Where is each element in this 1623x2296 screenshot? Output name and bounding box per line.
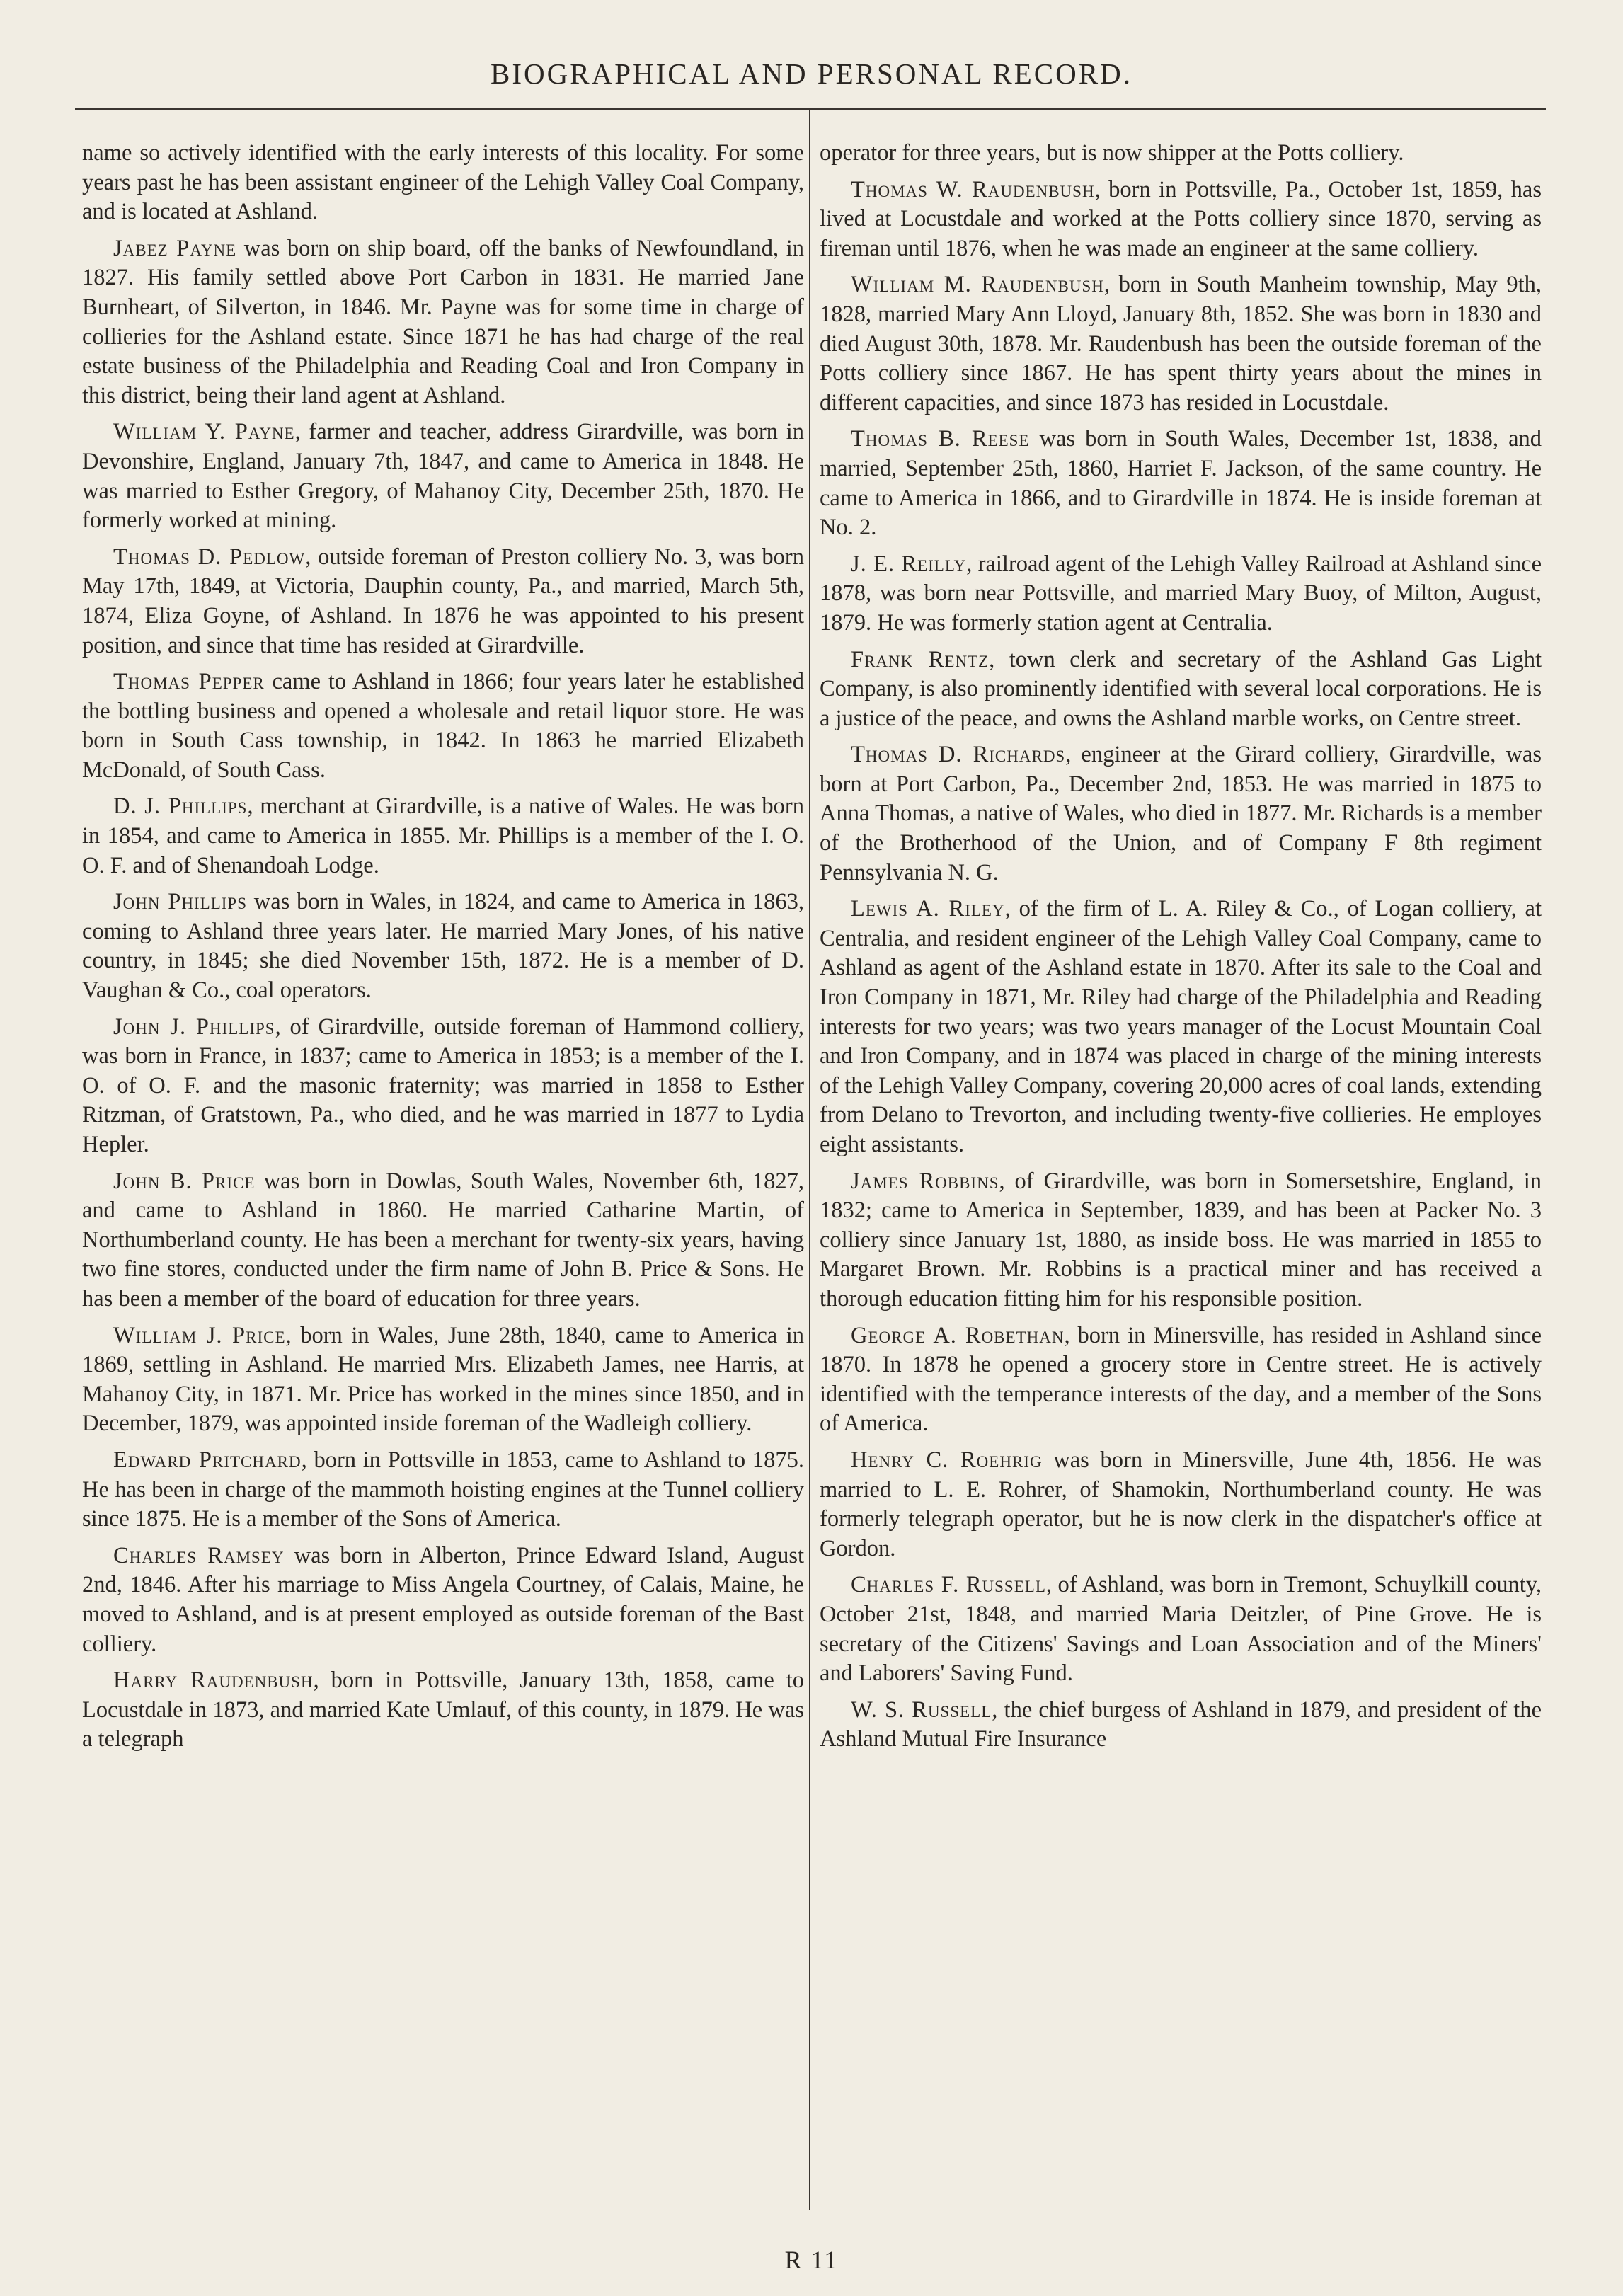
biography-entry xyxy=(820,139,1542,168)
person-name: Harry Raudenbush xyxy=(113,1668,314,1694)
biography-entry xyxy=(820,1571,1542,1688)
entry-text: name so actively identified with the early interests of this locality. For some years past he has been assistant engineer of the Lehigh Valley Coal Company, and is located at Ashland. xyxy=(82,140,804,225)
entry-text: , railroad agent of the Lehigh Valley Railroad at Ashland since 1878, was born near Pottsville, and married Mary Buoy, of Milton, August, 1879. He was formerly station agent at Centralia. xyxy=(820,551,1542,636)
entry-text: , born in Pottsville, Pa., October 1st, 1859, has lived at Locustdale and worked at the Potts colliery since 1870, serving as fireman until 1876, when he was made an engineer at the same colliery. xyxy=(820,176,1542,261)
biography-entry xyxy=(820,1696,1542,1755)
person-name: Thomas Pepper xyxy=(113,669,265,695)
entry-text: , of Girardville, was born in Somersetshire, England, in 1832; came to America in September, 1839, and has been at Packer No. 3 colliery since January 1st, 1880, as inside boss. He was married in 1855 to Margaret Brown. Mr. Robbins is a practical miner and has received a thorough education fitting him for his responsible position. xyxy=(820,1168,1542,1311)
biography-entry xyxy=(82,1013,804,1160)
entry-text: was born in Dowlas, South Wales, November 6th, 1827, and came to Ashland in 1860. He married Catharine Martin, of Northumberland county. He has been a merchant for twenty-six years, having two fine stores, conducted under the firm name of John B. Price & Sons. He has been a member of the board of education for three years. xyxy=(82,1168,804,1311)
biography-entry xyxy=(820,176,1542,264)
biography-entry xyxy=(820,425,1542,542)
page-header: BIOGRAPHICAL AND PERSONAL RECORD. xyxy=(491,57,1132,90)
entry-text: , born in South Manheim township, May 9th, 1828, married Mary Ann Lloyd, January 8th, 1852. She was born in 1830 and died August 30th, 1878. Mr. Raudenbush has been the outside foreman of the Potts colliery since 1867. He has spent thirty years about the mines in different capacities, and since 1873 has resided in Locustdale. xyxy=(820,272,1542,415)
biography-entry xyxy=(82,888,804,1005)
person-name: Edward Pritchard xyxy=(113,1447,302,1473)
biography-entry xyxy=(820,740,1542,888)
entry-text: , farmer and teacher, address Girardville, was born in Devonshire, England, January 7th, 1847, and came to America in 1848. He was married to Esther Gregory, of Mahanoy City, December 25th, 1870. He formerly worked at mining. xyxy=(82,419,804,534)
person-name: Thomas B. Reese xyxy=(851,426,1030,452)
person-name: John Phillips xyxy=(113,889,247,915)
person-name: John J. Phillips xyxy=(113,1014,275,1040)
entry-text: was born in Alberton, Prince Edward Island, August 2nd, 1846. After his marriage to Miss Angela Courtney, of Calais, Maine, he moved to Ashland, and is at present employed as outside foreman of the Bast colliery. xyxy=(82,1542,804,1657)
entry-text: , engineer at the Girard colliery, Girardville, was born at Port Carbon, Pa., December 2nd, 1853. He was married in 1875 to Anna Thomas, a native of Wales, who died in 1877. Mr. Richards is a member of the Brotherhood of the Union, and of Company F 8th regiment Pennsylvania N. G. xyxy=(820,742,1542,885)
entry-text: , born in Wales, June 28th, 1840, came to America in 1869, settling in Ashland. He married Mrs. Elizabeth James, nee Harris, at Mahanoy City, in 1871. Mr. Price has worked in the mines since 1850, and in December, 1879, was appointed inside foreman of the Wadleigh colliery. xyxy=(82,1322,805,1437)
biography-entry xyxy=(82,1321,804,1439)
biography-entry xyxy=(820,270,1542,418)
entry-text: was born in Wales, in 1824, and came to America in 1863, coming to Ashland three years later. He married Mary Jones, of his native country, in 1845; she died November 15th, 1872. He is a member of D. Vaughan & Co., coal operators. xyxy=(82,889,804,1004)
person-name: Jabez Payne xyxy=(113,235,237,261)
biography-entry xyxy=(82,543,804,660)
biography-entry xyxy=(820,1167,1542,1314)
person-name: Charles Ramsey xyxy=(113,1542,285,1568)
entry-text: was born in South Wales, December 1st, 1838, and married, September 25th, 1860, Harriet F. Jackson, of the same country. He came to America in 1866, and to Girardville in 1874. He is inside foreman at No. 2. xyxy=(820,426,1542,541)
column-divider xyxy=(809,108,810,2210)
person-name: Frank Rentz xyxy=(851,646,990,672)
biography-entry xyxy=(82,1666,804,1755)
entry-text: operator for three years, but is now shipper at the Potts colliery. xyxy=(820,140,1404,166)
person-name: Henry C. Roehrig xyxy=(851,1447,1043,1473)
person-name: Thomas W. Raudenbush xyxy=(851,176,1095,202)
biography-entry xyxy=(820,550,1542,638)
person-name: William J. Price xyxy=(113,1322,286,1348)
entry-text: , born in Pottsville in 1853, came to Ashland to 1875. He has been in charge of the mammoth hoisting engines at the Tunnel colliery since 1875. He is a member of the Sons of America. xyxy=(82,1447,804,1532)
biography-entry xyxy=(82,1167,804,1314)
person-name: Charles F. Russell xyxy=(851,1572,1046,1598)
biography-entry xyxy=(82,667,804,785)
biography-entry xyxy=(820,895,1542,1159)
biography-entry xyxy=(82,139,804,227)
person-name: W. S. Russell xyxy=(851,1697,992,1723)
person-name: William M. Raudenbush xyxy=(851,272,1104,298)
entry-text: , born in Pottsville, January 13th, 1858, came to Locustdale in 1873, and married Kate Umlauf, of this county, in 1879. He was a telegraph xyxy=(82,1668,804,1752)
person-name: James Robbins xyxy=(851,1168,999,1194)
entry-text: , outside foreman of Preston colliery No. 3, was born May 17th, 1849, at Victoria, Dauphin county, Pa., and married, March 5th, 1874, Eliza Goyne, of Ashland. In 1876 he was appointed to his present position, and since that time has resided at Girardville. xyxy=(82,544,805,658)
biography-entry xyxy=(820,645,1542,734)
person-name: Thomas D. Pedlow xyxy=(113,544,306,570)
biography-entry xyxy=(82,418,804,535)
left-column xyxy=(82,139,804,1762)
biography-entry xyxy=(82,1446,804,1534)
person-name: J. E. Reilly xyxy=(851,551,967,577)
right-column xyxy=(820,139,1542,1762)
entry-text: , of Ashland, was born in Tremont, Schuylkill county, October 21st, 1848, and married Maria Deitzler, of Pine Grove. He is secretary of the Citizens' Savings and Loan Association and of the Miners' and Laborers' Saving Fund. xyxy=(820,1572,1542,1687)
entry-text: , born in Minersville, has resided in Ashland since 1870. In 1878 he opened a grocery store in Centre street. He is actively identified with the temperance interests of the day, and a member of the Sons of America. xyxy=(820,1322,1542,1437)
biography-entry xyxy=(82,1542,804,1659)
entry-text: was born on ship board, off the banks of Newfoundland, in 1827. His family settled above Port Carbon in 1831. He married Jane Burnheart, of Silverton, in 1846. Mr. Payne was for some time in charge of collieries for the Ashland estate. Since 1871 he has had charge of the real estate business of the Philadelphia and Reading Coal and Iron Company in this district, being their land agent at Ashland. xyxy=(82,235,805,408)
entry-text: , town clerk and secretary of the Ashland Gas Light Company, is also prominently identified with several local corporations. He is a justice of the peace, and owns the Ashland marble works, on Centre street. xyxy=(820,646,1542,731)
page-signature: R 11 xyxy=(784,2246,839,2274)
entry-text: came to Ashland in 1866; four years later he established the bottling business and opened a wholesale and retail liquor store. He was born in South Cass township, in 1842. In 1863 he married Elizabeth McDonald, of South Cass. xyxy=(82,669,804,783)
entry-text: , the chief burgess of Ashland in 1879, and president of the Ashland Mutual Fire Insurance xyxy=(820,1697,1542,1752)
person-name: Thomas D. Richards xyxy=(851,742,1066,768)
person-name: Lewis A. Riley xyxy=(851,896,1005,922)
biography-entry xyxy=(820,1321,1542,1439)
entry-text: , of the firm of L. A. Riley & Co., of Logan colliery, at Centralia, and resident engineer of the Lehigh Valley Coal Company, came to Ashland as agent of the Ashland estate in 1870. After its sale to the Coal and Iron Company in 1871, Mr. Riley had charge of the Philadelphia and Reading interests for two years; was two years manager of the Locust Mountain Coal and Iron Company, and in 1874 was placed in charge of the mining interests of the Lehigh Valley Company, covering 20,000 acres of coal lands, extending from Delano to Trevorton, and including twenty-five collieries. He employes eight assistants. xyxy=(820,896,1542,1157)
entry-text: , of Girardville, outside foreman of Hammond colliery, was born in France, in 1837; came to America in 1853; is a member of the I. O. of O. F. and the masonic fraternity; was married in 1858 to Esther Ritzman, of Gratstown, Pa., who died, and he was married in 1877 to Lydia Hepler. xyxy=(82,1014,804,1157)
person-name: George A. Robethan xyxy=(851,1322,1065,1348)
biography-entry xyxy=(82,234,804,411)
header-rule xyxy=(75,108,1546,110)
person-name: William Y. Payne xyxy=(113,419,295,445)
biography-entry xyxy=(820,1446,1542,1563)
person-name: D. J. Phillips xyxy=(113,793,248,820)
biography-entry xyxy=(82,792,804,880)
entry-text: was born in Minersville, June 4th, 1856. He was married to L. E. Rohrer, of Shamokin, Northumberland county. He was formerly telegraph operator, but he is now clerk in the dispatcher's office at Gordon. xyxy=(820,1447,1542,1561)
person-name: John B. Price xyxy=(113,1168,256,1194)
entry-text: , merchant at Girardville, is a native of Wales. He was born in 1854, and came to America in 1855. Mr. Phillips is a member of the I. O. O. F. and of Shenandoah Lodge. xyxy=(82,793,804,878)
